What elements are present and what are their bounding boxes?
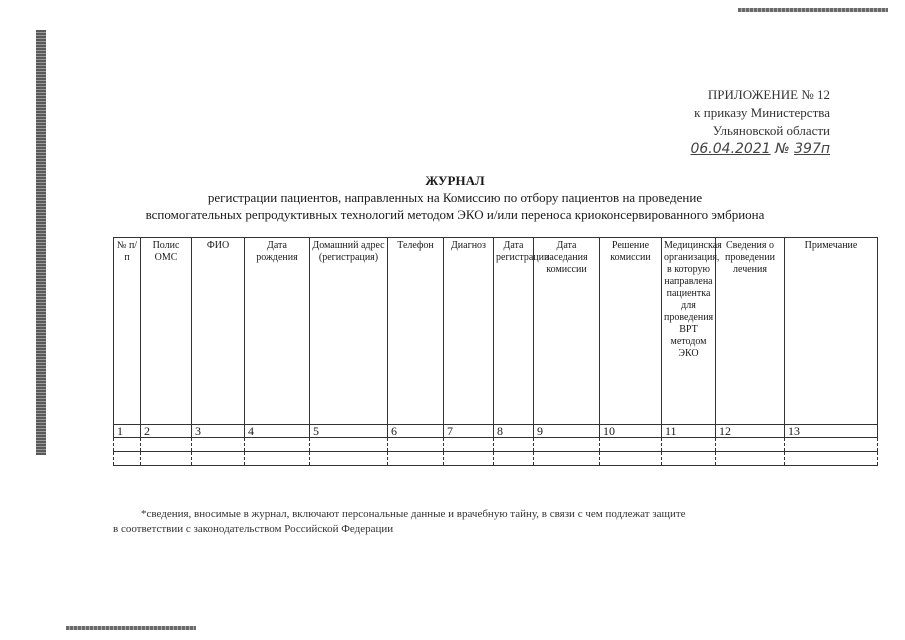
journal-heading <box>110 172 800 223</box>
footnote <box>113 507 855 537</box>
column-header: Телефон <box>388 238 444 425</box>
journal-title: ЖУРНАЛ <box>425 173 485 188</box>
table-cell <box>600 452 662 466</box>
column-number: 6 <box>388 425 444 438</box>
column-header: ФИО <box>192 238 245 425</box>
column-header: Дата рождения <box>245 238 310 425</box>
appendix-date-number <box>640 140 830 158</box>
column-header: Полис ОМС <box>141 238 192 425</box>
table-row <box>114 438 878 452</box>
column-header: № п/п <box>114 238 141 425</box>
column-number-row <box>114 425 878 438</box>
table-cell <box>310 452 388 466</box>
column-number: 4 <box>245 425 310 438</box>
appendix-number: ПРИЛОЖЕНИЕ № 12 <box>707 87 830 102</box>
column-header: Диагноз <box>444 238 494 425</box>
column-number: 9 <box>534 425 600 438</box>
table-cell <box>388 438 444 452</box>
scan-edge-bottom <box>66 626 196 630</box>
table-cell <box>494 452 534 466</box>
table-cell <box>192 438 245 452</box>
footnote-line2: в соответствии с законодательством Российской Федерации <box>113 523 394 535</box>
journal-subtitle-line2: вспомогательных репродуктивных технологий методом ЭКО и/или переноса криоконсервированного эмбриона <box>145 207 765 222</box>
table-cell <box>141 452 192 466</box>
table-cell <box>114 438 141 452</box>
table-cell <box>245 438 310 452</box>
table-cell <box>534 438 600 452</box>
column-number: 7 <box>444 425 494 438</box>
column-number: 12 <box>716 425 785 438</box>
table-cell <box>192 452 245 466</box>
column-header: Решение комиссии <box>600 238 662 425</box>
table-cell <box>444 438 494 452</box>
table-cell <box>600 438 662 452</box>
column-number: 3 <box>192 425 245 438</box>
column-header: Домашний адрес (регистрация) <box>310 238 388 425</box>
table-cell <box>785 438 878 452</box>
table-cell <box>114 452 141 466</box>
table-cell <box>141 438 192 452</box>
column-header: Дата регистрации <box>494 238 534 425</box>
journal-table <box>113 237 878 466</box>
table-cell <box>245 452 310 466</box>
table-cell <box>388 452 444 466</box>
scan-edge-left <box>36 30 46 455</box>
table-cell <box>494 438 534 452</box>
appendix-block <box>640 86 830 158</box>
column-number: 11 <box>662 425 716 438</box>
column-header: Примечание <box>785 238 878 425</box>
appendix-order-line: к приказу Министерства <box>694 105 830 120</box>
appendix-region-line: Ульяновской области <box>712 123 830 138</box>
table-cell <box>310 438 388 452</box>
footnote-line1: *сведения, вносимые в журнал, включают персональные данные и врачебную тайну, в связи с чем подлежат защите <box>141 508 686 520</box>
column-number: 1 <box>114 425 141 438</box>
table-cell <box>716 438 785 452</box>
table-row <box>114 452 878 466</box>
appendix-date: 06.04.2021 <box>690 141 771 157</box>
table-cell <box>534 452 600 466</box>
column-header: Сведения о проведении лечения <box>716 238 785 425</box>
appendix-order-number: 397п <box>794 141 830 157</box>
journal-subtitle-line1: регистрации пациентов, направленных на Комиссию по отбору пациентов на проведение <box>207 190 703 205</box>
column-header: Медицинская организация, в которую направлена пациентка для проведения ВРТ методом ЭКО <box>662 238 716 425</box>
table-cell <box>716 452 785 466</box>
column-number: 8 <box>494 425 534 438</box>
column-number: 10 <box>600 425 662 438</box>
column-number: 2 <box>141 425 192 438</box>
column-number: 13 <box>785 425 878 438</box>
scan-edge-top <box>738 8 888 12</box>
column-header: Дата заседания комиссии <box>534 238 600 425</box>
table-cell <box>662 438 716 452</box>
table-cell <box>662 452 716 466</box>
column-number: 5 <box>310 425 388 438</box>
table-cell <box>444 452 494 466</box>
appendix-number-label: № <box>775 141 790 157</box>
table-cell <box>785 452 878 466</box>
table-header-row <box>114 238 878 425</box>
